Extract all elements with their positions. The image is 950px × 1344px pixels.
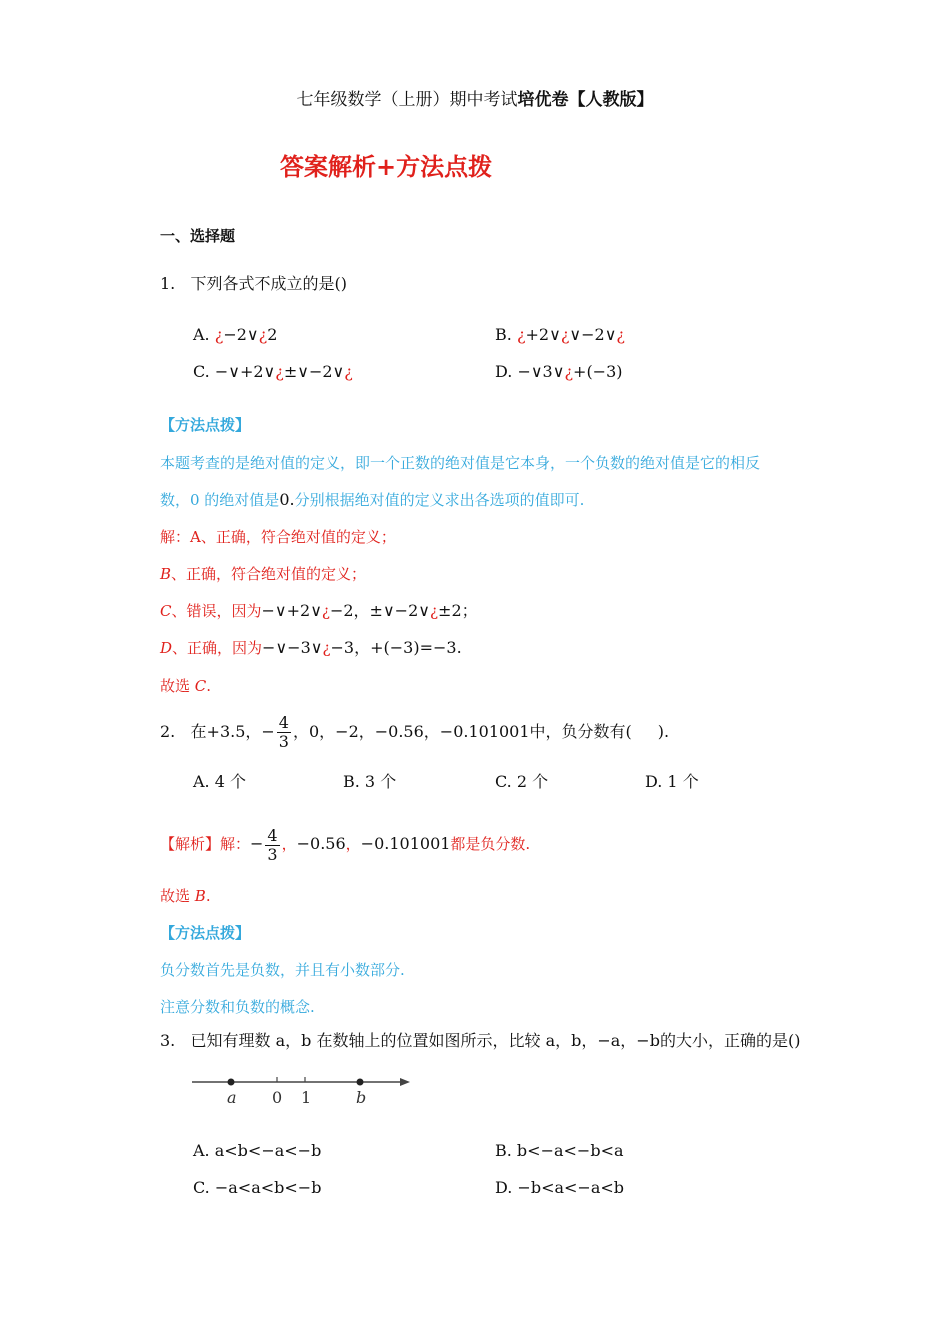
q1-option-b: B. ¿+2∨¿∨−2∨¿ bbox=[495, 325, 625, 344]
label-b: b bbox=[356, 1088, 367, 1107]
fraction: $\frac{4}{3}$ bbox=[267, 825, 278, 864]
q2-option-c: C. 2 个 bbox=[495, 772, 549, 791]
q2-answer: 故选 B. bbox=[160, 887, 211, 905]
label-one: 1 bbox=[301, 1088, 312, 1107]
question-3: 3. 已知有理数 a，b 在数轴上的位置如图所示，比较 a，b，−a，−b的大小，正确的是() bbox=[160, 1031, 801, 1050]
document-title: 七年级数学（上册）期中考试培优卷【人教版】 bbox=[296, 90, 654, 110]
q1-option-c: C. −∨+2∨¿±∨−2∨¿ bbox=[193, 362, 353, 381]
q2-method-line-2: 注意分数和负数的概念. bbox=[160, 998, 315, 1016]
q2-option-a: A. 4 个 bbox=[193, 772, 246, 791]
q3-option-c: C. −a<a<b<−b bbox=[193, 1178, 322, 1197]
q1-method-title: 【方法点拨】 bbox=[160, 416, 251, 434]
q1-method-line-2: 数，0 的绝对值是0.分别根据绝对值的定义求出各选项的值即可. bbox=[160, 490, 585, 509]
q1-answer: 故选 C. bbox=[160, 677, 212, 695]
q1-option-d: D. −∨3∨¿+(−3) bbox=[495, 362, 623, 381]
q1-method-line-1: 本题考查的是绝对值的定义，即一个正数的绝对值是它本身，一个负数的绝对值是它的相反 bbox=[160, 454, 761, 472]
label-a: a bbox=[227, 1088, 237, 1107]
point-a bbox=[228, 1079, 235, 1086]
q3-option-b: B. b<−a<−b<a bbox=[495, 1141, 624, 1160]
question-2: 2. 在+3.5，− $\frac{4}{3}$ ，0，−2，−0.56，−0.101001中，负分数有( ). bbox=[160, 713, 670, 751]
section-heading: 一、选择题 bbox=[160, 227, 236, 245]
q1-option-a: A. ¿−2∨¿2 bbox=[193, 325, 278, 344]
point-b bbox=[357, 1079, 364, 1086]
fraction: $\frac{4}{3}$ bbox=[278, 713, 289, 751]
q1-solution-b: B、正确，符合绝对值的定义； bbox=[160, 565, 367, 583]
q1-solution-c: C、错误，因为−∨+2∨¿−2，±∨−2∨¿±2； bbox=[160, 601, 478, 620]
q2-option-d: D. 1 个 bbox=[645, 772, 699, 791]
number-line-figure bbox=[188, 1070, 414, 1110]
q2-analysis: 【解析】解：− $\frac{4}{3}$ ，−0.56，−0.101001都是负分数. bbox=[160, 825, 531, 864]
q3-option-a: A. a<b<−a<−b bbox=[193, 1141, 322, 1160]
q1-solution-a: 解：A、正确，符合绝对值的定义； bbox=[160, 528, 396, 546]
q3-option-d: D. −b<a<−a<b bbox=[495, 1178, 625, 1197]
q2-option-b: B. 3 个 bbox=[343, 772, 397, 791]
arrow-head-icon bbox=[400, 1078, 410, 1086]
q2-method-line-1: 负分数首先是负数，并且有小数部分. bbox=[160, 961, 405, 979]
q2-method-title: 【方法点拨】 bbox=[160, 924, 251, 942]
document-subtitle: 答案解析+方法点拨 bbox=[280, 152, 493, 181]
question-1: 1. 下列各式不成立的是() bbox=[160, 274, 348, 293]
q1-solution-d: D、正确，因为−∨−3∨¿−3，+(−3)=−3. bbox=[160, 638, 462, 657]
label-zero: 0 bbox=[272, 1088, 283, 1107]
